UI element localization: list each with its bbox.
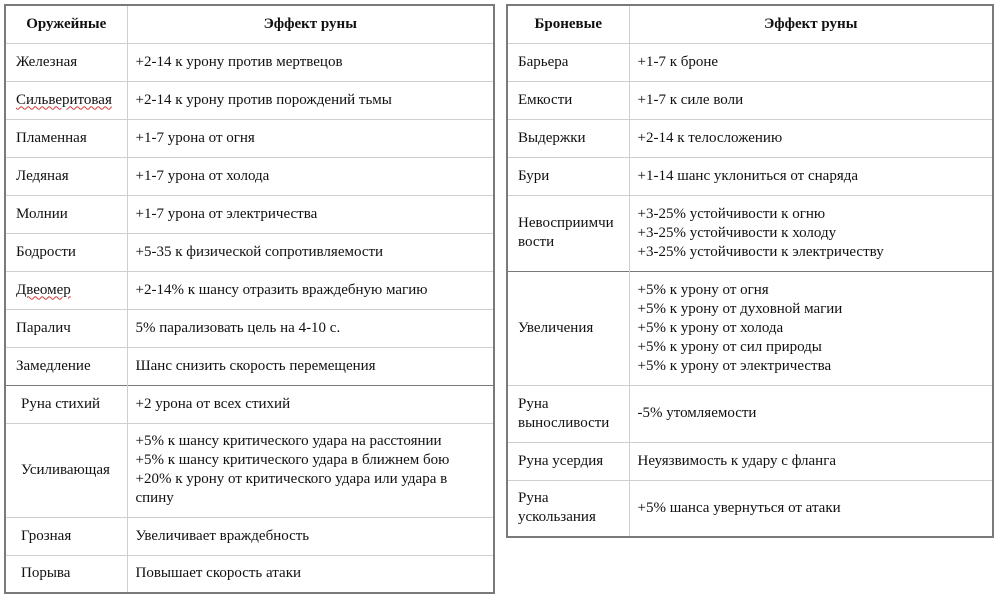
column-header-effect: Эффект руны <box>127 5 494 43</box>
effect-line: 5% парализовать цель на 4-10 с. <box>135 319 341 336</box>
rune-effect <box>127 347 494 385</box>
spellcheck-underlined-text: Сильверитовая <box>16 91 112 108</box>
rune-name: Бодрости <box>5 233 127 271</box>
rune-name: Барьера <box>507 43 629 81</box>
rune-effect <box>127 309 494 347</box>
table-row <box>5 157 494 195</box>
column-header-type: Оружейные <box>26 15 107 32</box>
rune-name: Порыва <box>5 555 127 593</box>
table-row <box>5 233 494 271</box>
effect-line: +5% к шансу критического удара в ближнем бою <box>135 452 450 468</box>
rune-effect <box>629 43 993 81</box>
rune-name: Увеличения <box>507 271 629 385</box>
effect-line: Увеличивает враждебность <box>135 527 310 544</box>
rune-name: Руна стихий <box>5 385 127 423</box>
rune-name: Выдержки <box>507 119 629 157</box>
effect-line: +5% шанса увернуться от атаки <box>637 499 841 516</box>
table-row <box>5 555 494 593</box>
table-row <box>5 347 494 385</box>
spellcheck-underlined-text: Двеомер <box>16 281 71 298</box>
effect-line: +3-25% устойчивости к холоду <box>637 224 837 241</box>
effect-line: +2-14 к урону против порождений тьмы <box>135 91 392 108</box>
rune-effect <box>629 271 993 385</box>
effect-line: +3-25% устойчивости к огню <box>637 205 826 222</box>
effect-line: +2-14 к телосложению <box>637 129 783 146</box>
table-row <box>507 43 993 81</box>
effect-line: +1-7 урона от электричества <box>135 205 318 222</box>
rune-effect <box>127 423 494 517</box>
table-row <box>507 81 993 119</box>
table-row <box>5 309 494 347</box>
effect-line: +5% к урону от духовной магии <box>637 300 843 317</box>
table-row <box>507 442 993 480</box>
rune-effect <box>629 119 993 157</box>
table-row <box>5 43 494 81</box>
table-row <box>507 480 993 537</box>
rune-effect <box>127 119 494 157</box>
column-header-effect: Эффект руны <box>629 5 993 43</box>
rune-name: Молнии <box>5 195 127 233</box>
effect-line: -5% утомляемости <box>637 405 757 421</box>
table-header-row <box>5 5 494 43</box>
rune-effect <box>127 43 494 81</box>
rune-effect <box>629 385 993 442</box>
rune-effect <box>127 271 494 309</box>
table-row <box>5 423 494 517</box>
table-row <box>507 271 993 385</box>
table-row <box>5 81 494 119</box>
effect-line: +1-7 урона от огня <box>135 129 255 146</box>
effect-line: +2-14% к шансу отразить враждебную магию <box>135 281 428 298</box>
rune-name: Замедление <box>5 347 127 385</box>
rune-name: Пламенная <box>5 119 127 157</box>
table-row <box>5 517 494 555</box>
rune-effect <box>629 195 993 271</box>
rune-effect <box>127 233 494 271</box>
rune-name: Грозная <box>5 517 127 555</box>
rune-name: Руна усердия <box>507 442 629 480</box>
table-header-row <box>507 5 993 43</box>
rune-effect <box>127 157 494 195</box>
effect-line: +1-7 к броне <box>637 53 719 70</box>
rune-effect <box>629 442 993 480</box>
rune-name: Усиливающая <box>5 423 127 517</box>
effect-line: +3-25% устойчивости к электричеству <box>637 243 884 260</box>
table-row <box>507 195 993 271</box>
effect-line: Неуязвимость к удару с фланга <box>637 452 837 469</box>
table-row <box>507 385 993 442</box>
rune-name: Емкости <box>507 81 629 119</box>
effect-line: +1-14 шанс уклониться от снаряда <box>637 167 859 184</box>
effect-line: +5% к урону от электричества <box>637 357 832 374</box>
column-header-type: Броневые <box>534 15 603 32</box>
effect-line: Повышает скорость атаки <box>135 565 302 582</box>
table-row <box>5 271 494 309</box>
weapon-runes-table <box>4 4 495 594</box>
rune-name: Руна ускользания <box>507 480 629 537</box>
effect-line: +1-7 урона от холода <box>135 167 270 184</box>
rune-name: Ледяная <box>5 157 127 195</box>
effect-line: +5% к урону от огня <box>637 281 769 298</box>
effect-line: +1-7 к силе воли <box>637 91 744 108</box>
rune-name <box>5 81 127 119</box>
rune-name <box>5 271 127 309</box>
rune-effect <box>127 195 494 233</box>
effect-line: +5% к урону от сил природы <box>637 338 822 355</box>
rune-effect <box>127 81 494 119</box>
effect-line: +2-14 к урону против мертвецов <box>135 53 343 70</box>
table-row <box>507 157 993 195</box>
rune-effect <box>629 157 993 195</box>
rune-name: Железная <box>5 43 127 81</box>
effect-line: +5-35 к физической сопротивляемости <box>135 243 384 260</box>
rune-effect <box>127 517 494 555</box>
rune-effect <box>127 555 494 593</box>
effect-line: +5% к урону от холода <box>637 319 784 336</box>
rune-name: Невосприимчивости <box>507 195 629 271</box>
effect-line: +20% к урону от критического удара или удара в спину <box>135 471 448 506</box>
table-row <box>5 195 494 233</box>
table-row <box>5 119 494 157</box>
effect-line: +5% к шансу критического удара на расстоянии <box>135 433 442 449</box>
table-row <box>5 385 494 423</box>
rune-name: Руна выносливости <box>507 385 629 442</box>
rune-effect <box>629 81 993 119</box>
armor-runes-table <box>506 4 994 538</box>
rune-effect <box>127 385 494 423</box>
rune-effect <box>629 480 993 537</box>
effect-line: +2 урона от всех стихий <box>135 395 291 412</box>
rune-name: Бури <box>507 157 629 195</box>
table-row <box>507 119 993 157</box>
rune-name: Паралич <box>5 309 127 347</box>
effect-line: Шанс снизить скорость перемещения <box>135 357 376 374</box>
